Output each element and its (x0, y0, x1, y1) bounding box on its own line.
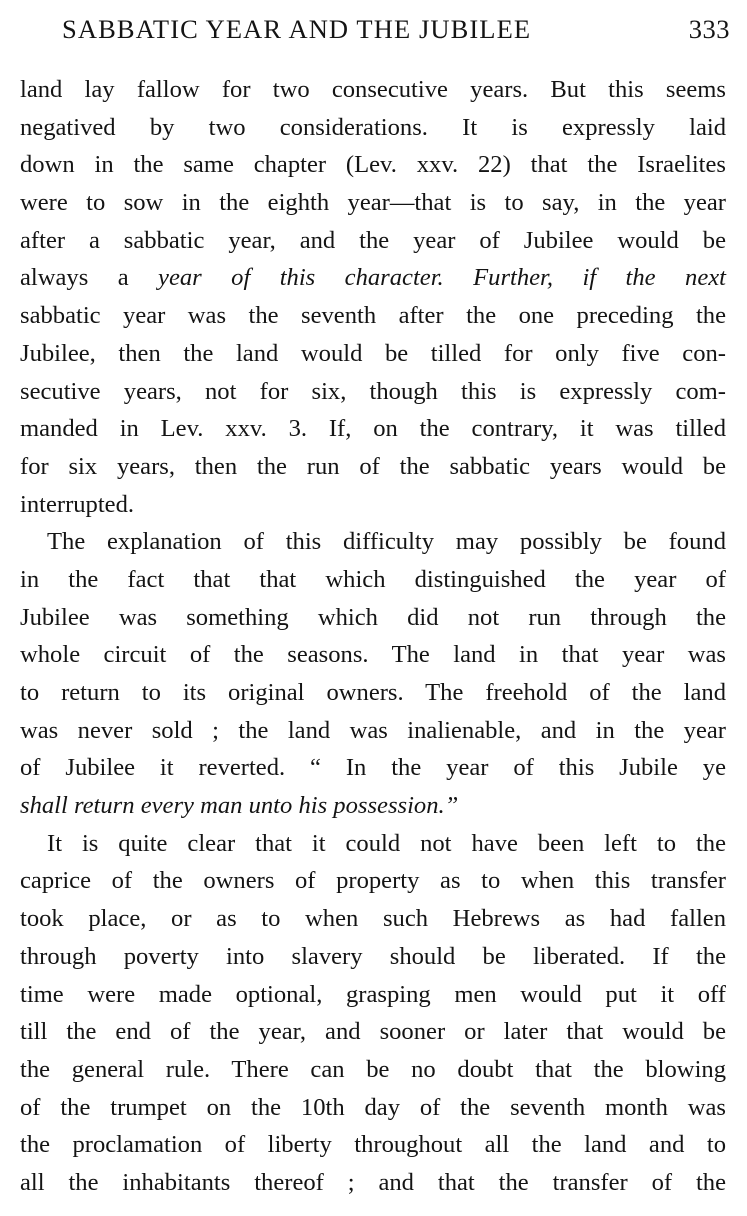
text-line: secutive years, not for six, though this is expressly com- (20, 377, 726, 405)
italic-text-run: year of this character. (158, 264, 444, 292)
running-header (62, 14, 730, 50)
text-line: land lay fallow for two consecutive years. But this seems (20, 76, 726, 103)
text-line: caprice of the owners of property as to when this transfer (20, 867, 726, 895)
text-line: were to sow in the eighth year—that is to say, in the year (20, 189, 726, 217)
text-run (444, 264, 473, 291)
text-line: of the trumpet on the 10th day of the seventh month was (20, 1093, 726, 1121)
text-line: whole circuit of the seasons. The land in that year was (20, 641, 726, 669)
text-line: after a sabbatic year, and the year of Jubilee would be (20, 226, 726, 254)
page-body (20, 71, 726, 1202)
text-line: Jubilee, then the land would be tilled for only five con- (20, 339, 726, 367)
text-line: through poverty into slavery should be liberated. If the (20, 942, 726, 970)
text-line: the proclamation of liberty throughout all the land and to (20, 1131, 726, 1159)
quotation-line: shall return every man unto his possession.” (20, 792, 459, 820)
text-line: manded in Lev. xxv. 3. If, on the contrary, it was tilled (20, 415, 726, 443)
paragraph-first-line: It is quite clear that it could not have been left to the (47, 829, 726, 857)
italic-text-run: Further, if the next (473, 264, 726, 292)
text-line: till the end of the year, and sooner or later that would be (20, 1018, 726, 1046)
text-line: was never sold ; the land was inalienable, and in the year (20, 716, 726, 744)
text-line: for six years, then the run of the sabbatic years would be (20, 452, 726, 480)
text-line: down in the same chapter (Lev. xxv. 22) that the Israelites (20, 151, 726, 179)
text-run: always a (20, 264, 159, 292)
page-number: 333 (688, 14, 730, 44)
running-title: SABBATIC YEAR AND THE JUBILEE (62, 14, 532, 44)
text-line: all the inhabitants thereof ; and that the transfer of the (20, 1168, 726, 1196)
text-line: sabbatic year was the seventh after the one preceding the (20, 302, 726, 330)
text-line: negatived by two considerations. It is expressly laid (20, 113, 726, 141)
text-line: interrupted. (20, 490, 135, 518)
text-line: Jubilee was something which did not run through the (20, 603, 726, 631)
paragraph-first-line: The explanation of this difficulty may possibly be found (47, 528, 726, 556)
text-line: took place, or as to when such Hebrews as had fallen (20, 905, 726, 933)
text-line: the general rule. There can be no doubt that the blowing (20, 1055, 726, 1083)
text-line (20, 259, 726, 297)
text-line: in the fact that that which distinguished the year of (20, 565, 726, 593)
text-line: of Jubilee it reverted. “ In the year of this Jubile ye (20, 754, 726, 782)
text-line: time were made optional, grasping men would put it off (20, 980, 726, 1008)
text-line: to return to its original owners. The freehold of the land (20, 679, 726, 706)
